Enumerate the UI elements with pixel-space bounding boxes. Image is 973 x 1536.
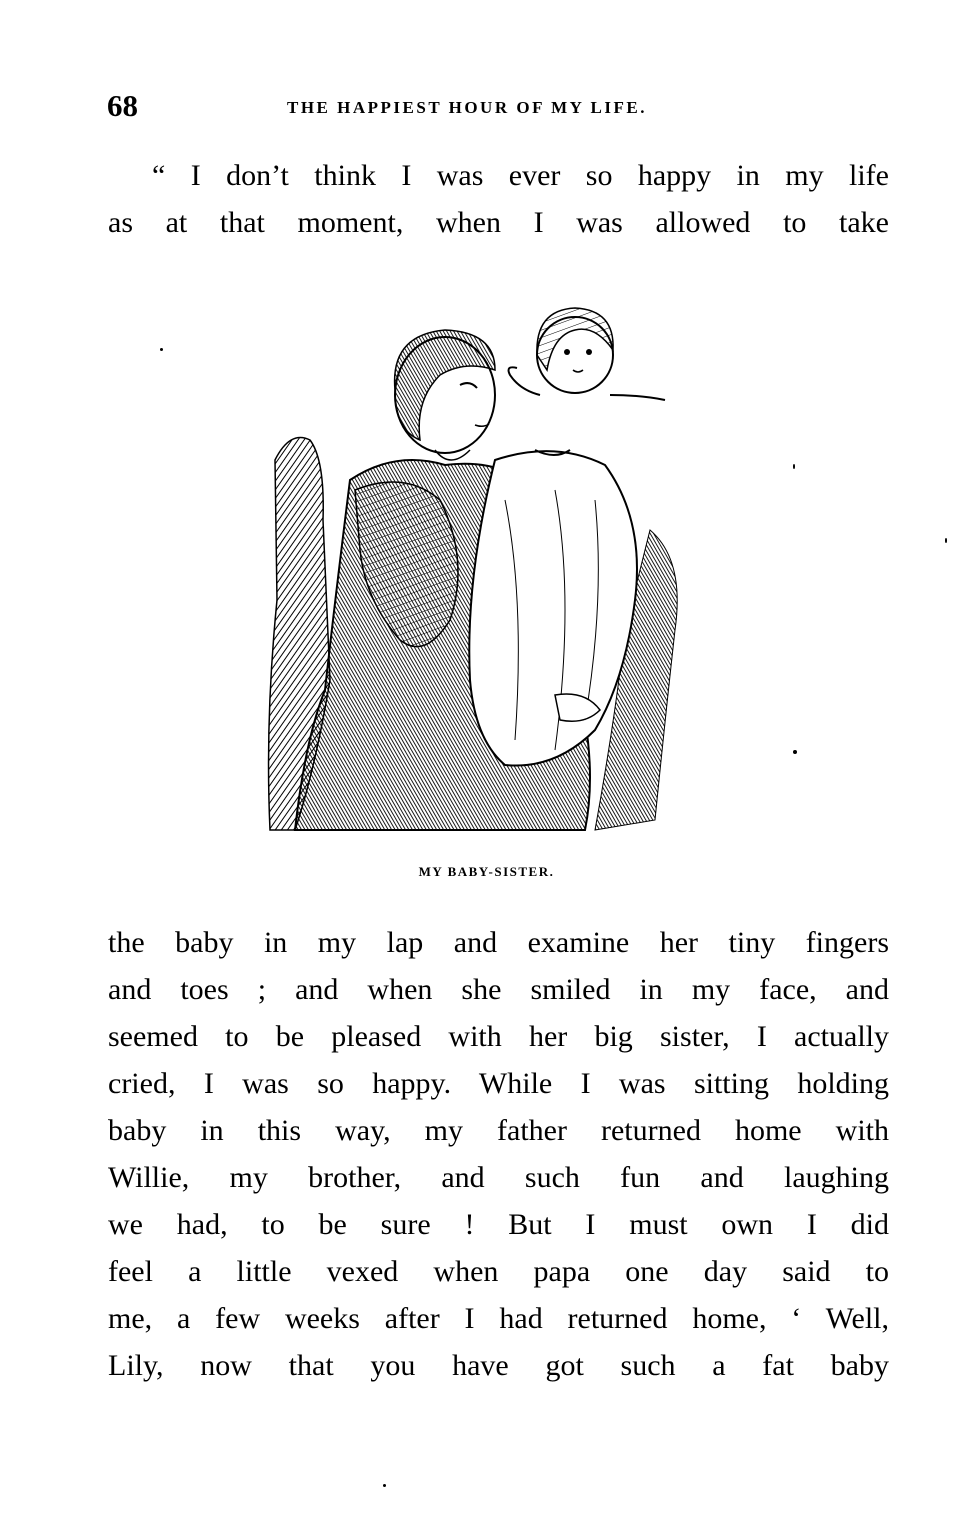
scan-speck <box>383 1484 386 1487</box>
text-line: cried, I was so happy. While I was sitting holding <box>108 1067 889 1100</box>
text-line: Lily, now that you have got such a fat baby <box>108 1349 889 1382</box>
text-line: feel a little vexed when papa one day said to <box>108 1255 889 1288</box>
scan-speck <box>945 538 947 543</box>
paragraph-main <box>108 919 889 1389</box>
page-header <box>107 88 889 128</box>
engraving-illustration <box>255 300 685 840</box>
scan-speck <box>793 464 795 469</box>
scan-speck <box>793 750 797 754</box>
text-line: seemed to be pleased with her big sister, I actually <box>108 1020 889 1053</box>
page-number: 68 <box>107 88 138 123</box>
text-line: as at that moment, when I was allowed to take <box>108 206 889 239</box>
scan-speck <box>160 348 163 351</box>
text-line: and toes ; and when she smiled in my face, and <box>108 973 889 1006</box>
text-line: Willie, my brother, and such fun and laughing <box>108 1161 889 1194</box>
text-line: me, a few weeks after I had returned home, ‘ Well, <box>108 1302 889 1335</box>
text-line: “ I don’t think I was ever so happy in my life <box>152 159 889 192</box>
text-line: the baby in my lap and examine her tiny fingers <box>108 926 889 959</box>
text-line: baby in this way, my father returned home with <box>108 1114 889 1147</box>
text-line: we had, to be sure ! But I must own I did <box>108 1208 889 1241</box>
illustration-caption: MY BABY-SISTER. <box>418 864 555 879</box>
paragraph-intro <box>108 152 889 246</box>
running-head: THE HAPPIEST HOUR OF MY LIFE. <box>287 98 647 117</box>
